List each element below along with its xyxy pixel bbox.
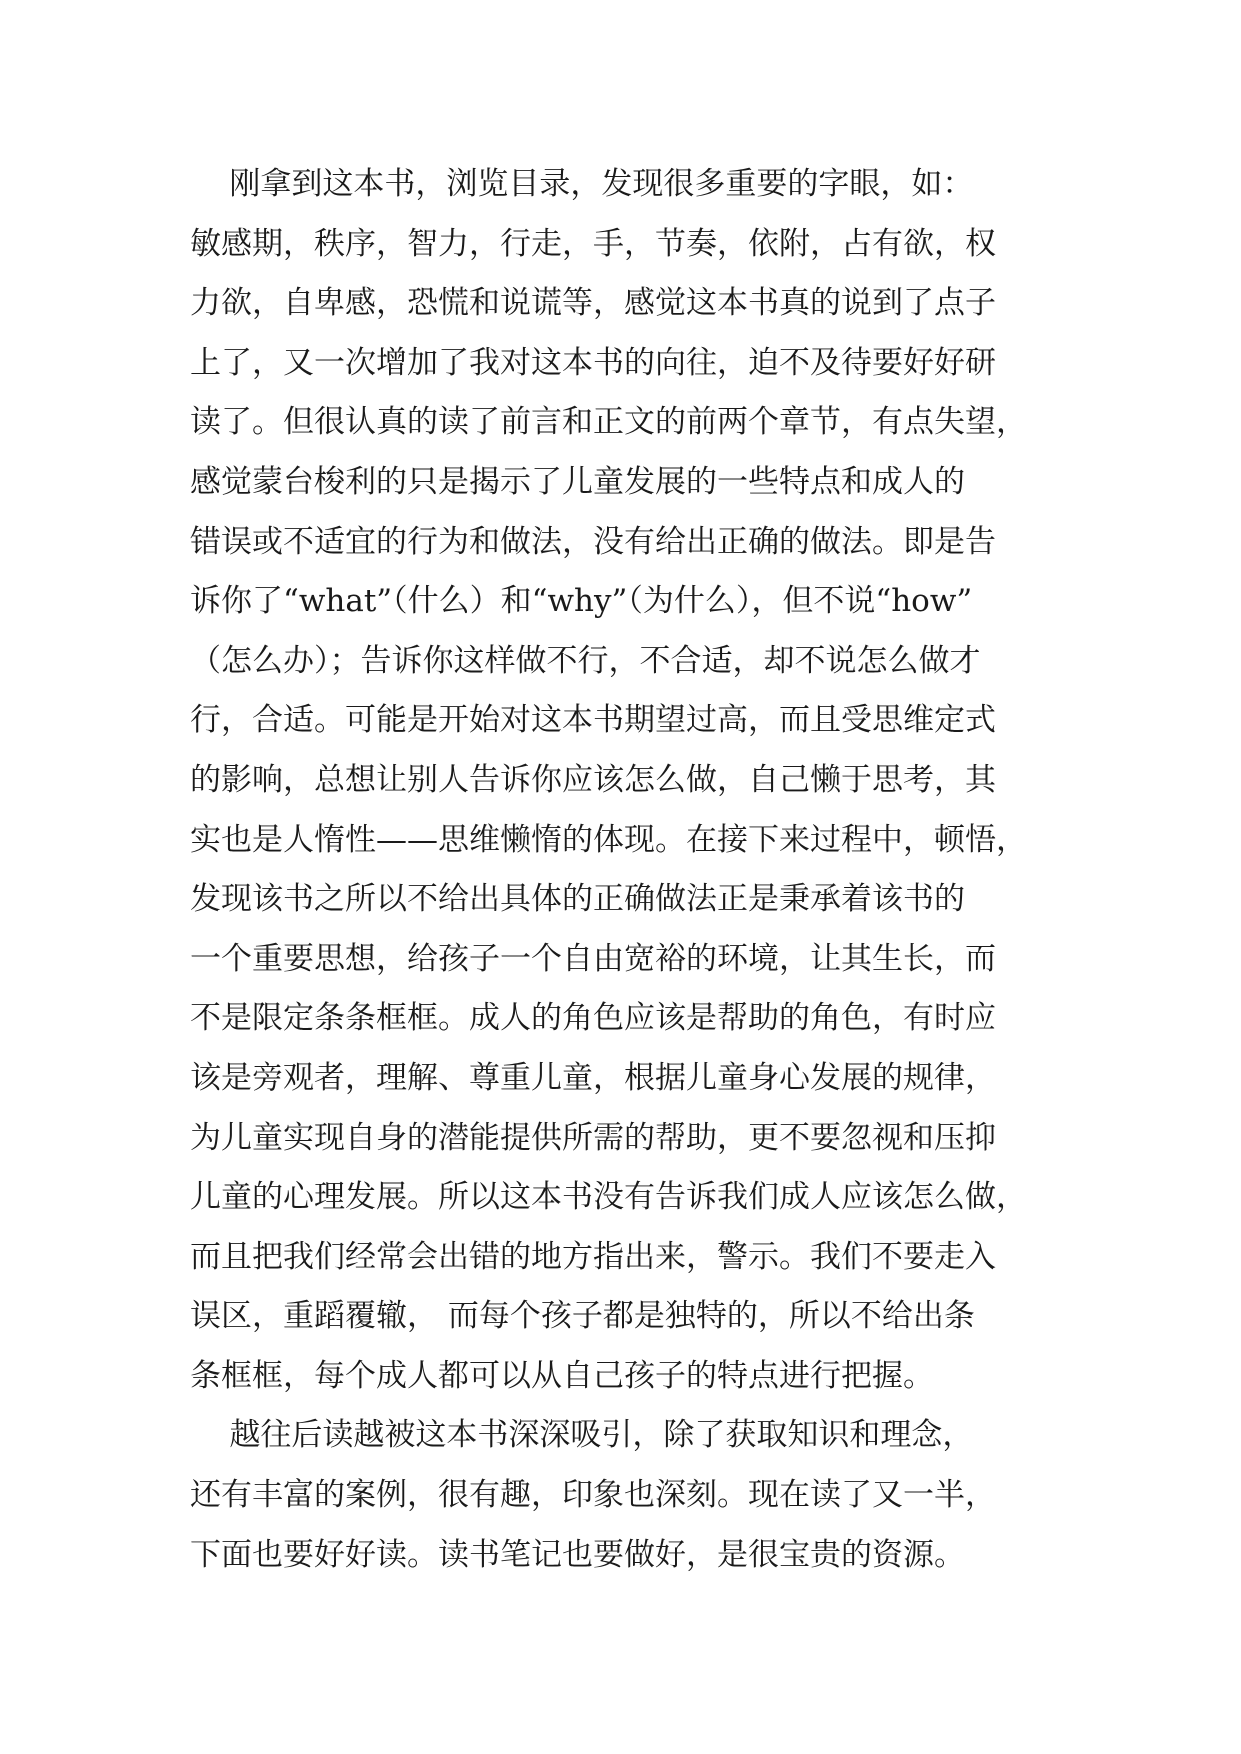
paragraph-1-line-4: 上了，又一次增加了我对这本书的向往，迫不及待要好好研 xyxy=(190,344,996,381)
paragraph-1-line-18: 儿童的心理发展。所以这本书没有告诉我们成人应该怎么做， xyxy=(190,1179,1027,1216)
paragraph-1-line-6: 感觉蒙台梭利的只是揭示了儿童发展的一些特点和成人的 xyxy=(190,463,965,500)
paragraph-1-line-3: 力欲，自卑感，恐慌和说谎等，感觉这本书真的说到了点子 xyxy=(190,285,996,322)
paragraph-1-line-19: 而且把我们经常会出错的地方指出来，警示。我们不要走入 xyxy=(190,1238,996,1275)
paragraph-2-line-3: 下面也要好好读。读书笔记也要做好，是很宝贵的资源。 xyxy=(190,1536,965,1573)
paragraph-1-line-5: 读了。但很认真的读了前言和正文的前两个章节，有点失望， xyxy=(190,404,1027,441)
paragraph-2-line-2: 还有丰富的案例，很有趣，印象也深刻。现在读了又一半， xyxy=(190,1477,996,1514)
paragraph-2-line-1: 越往后读越被这本书深深吸引，除了获取知识和理念， xyxy=(190,1417,974,1454)
paragraph-1-line-16: 该是旁观者，理解、尊重儿童，根据儿童身心发展的规律， xyxy=(190,1059,996,1096)
paragraph-1-line-10: 行，合适。可能是开始对这本书期望过高，而且受思维定式 xyxy=(190,702,996,739)
paragraph-1-line-1: 刚拿到这本书，浏览目录，发现很多重要的字眼，如： xyxy=(190,166,974,202)
paragraph-1-line-11: 的影响，总想让别人告诉你应该怎么做，自己懒于思考，其 xyxy=(190,761,996,798)
body-text xyxy=(190,155,1090,1585)
paragraph-1-line-8: 诉你了“what”（什么）和“why”（为什么），但不说“how” xyxy=(190,583,973,620)
paragraph-1-line-13: 发现该书之所以不给出具体的正确做法正是秉承着该书的 xyxy=(190,881,965,918)
paragraph-1-line-7: 错误或不适宜的行为和做法，没有给出正确的做法。即是告 xyxy=(190,523,996,560)
paragraph-1-line-21: 条框框，每个成人都可以从自己孩子的特点进行把握。 xyxy=(190,1357,934,1394)
paragraph-1-line-14: 一个重要思想，给孩子一个自由宽裕的环境，让其生长，而 xyxy=(190,940,996,977)
paragraph-1-line-17: 为儿童实现自身的潜能提供所需的帮助，更不要忽视和压抑 xyxy=(190,1119,996,1156)
paragraph-1-line-12: 实也是人惰性——思维懒惰的体现。在接下来过程中，顿悟， xyxy=(190,821,1027,858)
paragraph-1-line-2: 敏感期，秩序，智力，行走，手，节奏，依附，占有欲，权 xyxy=(190,225,996,262)
paragraph-1-line-9: （怎么办）；告诉你这样做不行，不合适，却不说怎么做才 xyxy=(190,642,981,679)
paragraph-1-line-20: 误区，重蹈覆辙， 而每个孩子都是独特的，所以不给出条 xyxy=(190,1298,975,1335)
paragraph-1-line-15: 不是限定条条框框。成人的角色应该是帮助的角色，有时应 xyxy=(190,1000,996,1037)
